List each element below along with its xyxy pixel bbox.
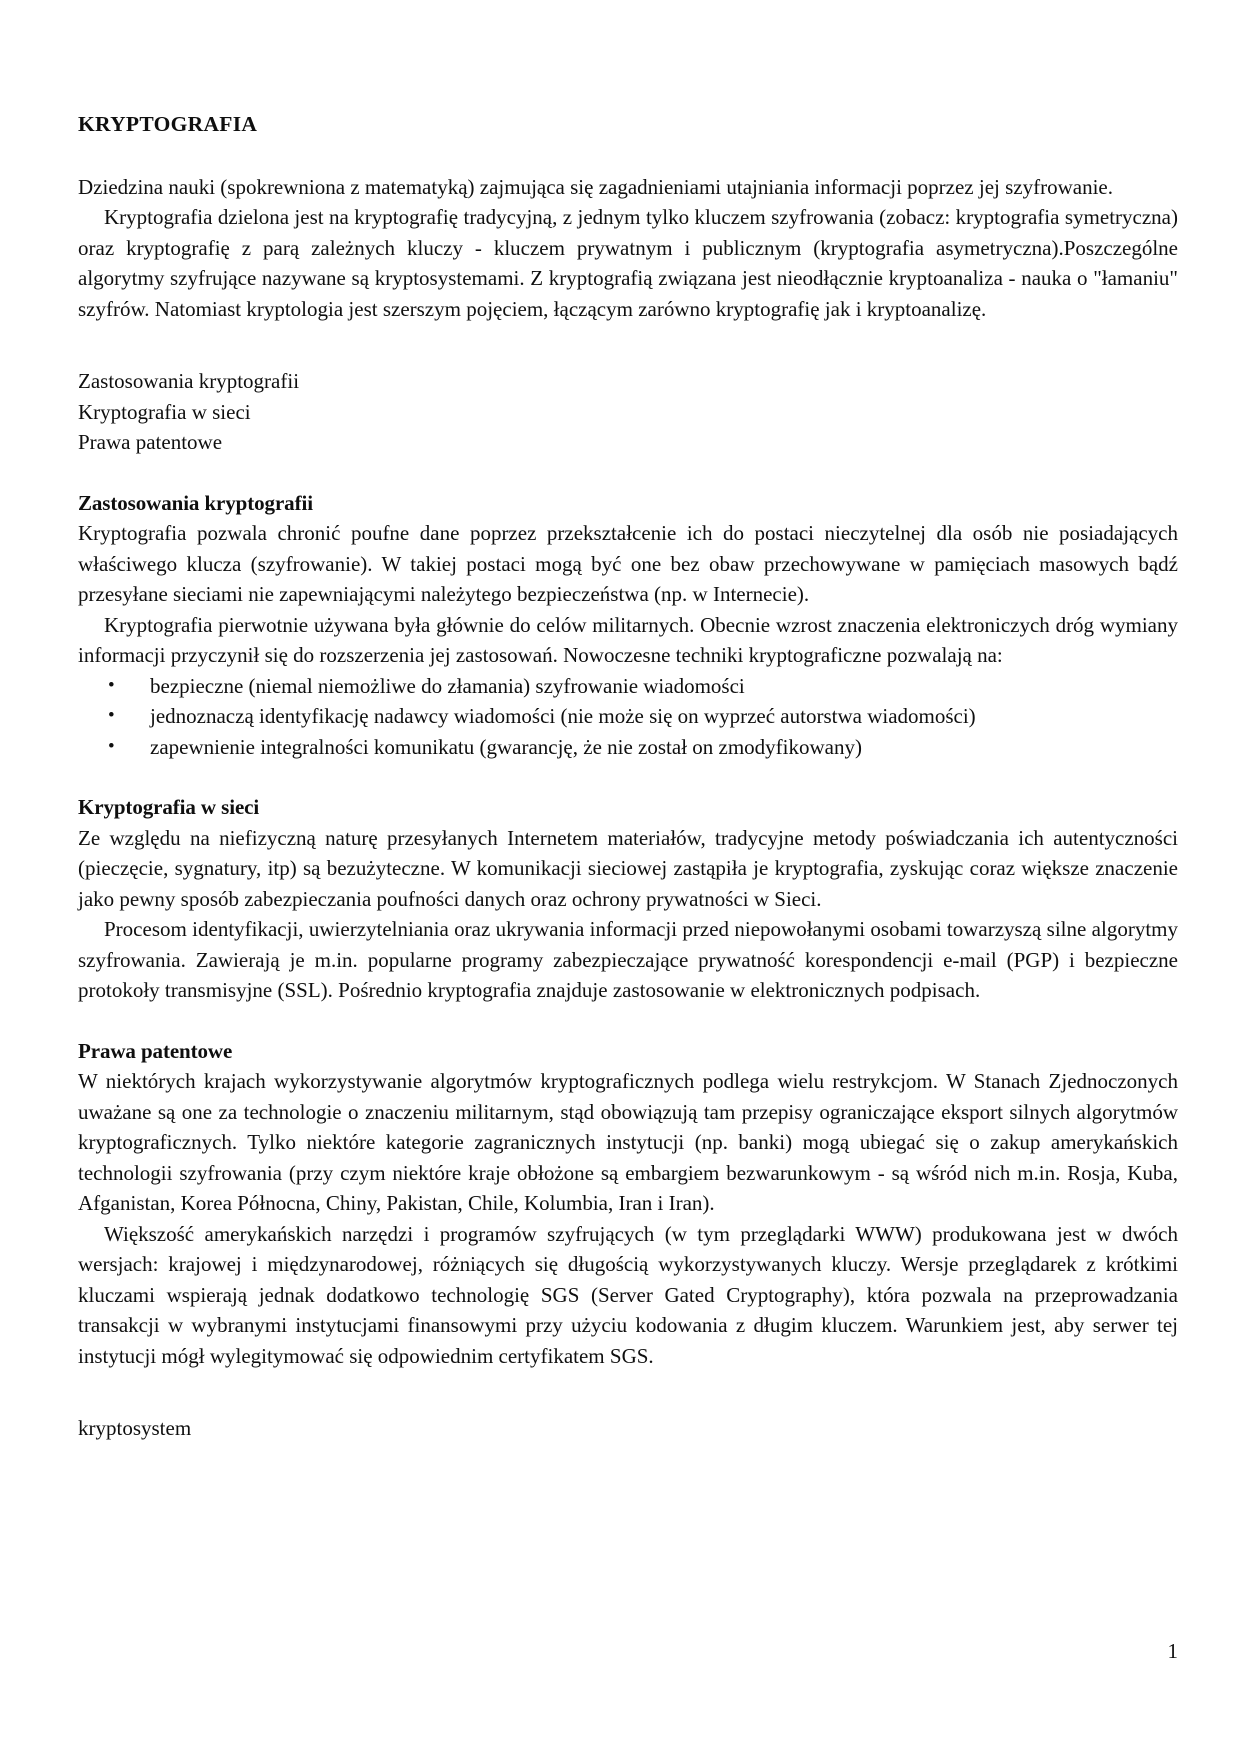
list-item — [78, 701, 1178, 732]
table-of-contents — [78, 366, 1178, 458]
zastosowania-paragraph-2: Kryptografia pierwotnie używana była głównie do celów militarnych. Obecnie wzrost znaczenia elektroniczych dróg wymiany informacji przyczynił się do rozszerzenia jej zastosowań. Nowoczesne techniki kryptograficzne pozwalają na: — [78, 612, 1178, 668]
bullet-icon: • — [108, 705, 115, 727]
page-number: 1 — [1167, 1639, 1178, 1663]
capabilities-list — [78, 671, 1178, 763]
toc-item-kryptografia-w-sieci: Kryptografia w sieci — [78, 399, 251, 424]
section-heading-zastosowania: Zastosowania kryptografii — [78, 490, 313, 515]
section-heading-kryptografia-w-sieci: Kryptografia w sieci — [78, 795, 260, 820]
bullet-icon: • — [108, 674, 115, 696]
document-body — [78, 112, 1178, 1444]
bullet-icon: • — [108, 735, 115, 757]
page-title: KRYPTOGRAFIA — [78, 112, 258, 136]
spacer — [78, 324, 1178, 366]
section-heading-prawa-patentowe: Prawa patentowe — [78, 1038, 233, 1063]
intro-paragraph-1: Dziedzina nauki (spokrewniona z matematyką) zajmująca się zagadnieniami utajniania informacji poprzez jej szyfrowanie. — [78, 174, 1113, 199]
intro-paragraph-2: Kryptografia dzielona jest na kryptografię tradycyjną, z jednym tylko kluczem szyfrowania (zobacz: kryptografia symetryczna) oraz kryptografię z parą zależnych kluczy - kluczem prywatnym i publicznym (kryptografia asymetryczna).Poszczególne algorytmy szyfrujące nazywane są kryptosystemami. Z kryptografią związana jest nieodłącznie kryptoanaliza - nauka o "łamaniu" szyfrów. Natomiast kryptologia jest szerszym pojęciem, łączącym zarówno kryptografię jak i kryptoanalizę. — [78, 205, 1178, 321]
trailing-keyword: kryptosystem — [78, 1416, 192, 1441]
sieci-paragraph-2: Procesom identyfikacji, uwierzytelniania oraz ukrywania informacji przed niepowołanymi osobami towarzyszą silne algorytmy szyfrowania. Zawierają je m.in. popularne programy zabezpieczające prywatność korespondencji e-mail (PGP) i bezpieczne protokoły transmisyjne (SSL). Pośrednio kryptografia znajduje zastosowanie w elektronicznych podpisach. — [78, 917, 1178, 1003]
spacer — [78, 1371, 1178, 1413]
prawa-paragraph-1: W niektórych krajach wykorzystywanie algorytmów kryptograficznych podlega wielu restrykcjom. W Stanach Zjednoczonych uważane są one za technologie o znaczeniu militarnym, stąd obowiązują tam przepisy ograniczające eksport silnych algorytmów kryptograficznych. Tylko niektóre kategorie zagranicznych instytucji (np. banki) mogą ubiegać się o zakup amerykańskich technologii szyfrowania (przy czym niektóre kraje obłożone są embargiem bezwarunkowym - są wśród nich m.in. Rosja, Kuba, Afganistan, Korea Północna, Chiny, Pakistan, Chile, Kolumbia, Iran i Iran). — [78, 1069, 1178, 1216]
list-item — [78, 732, 1178, 763]
prawa-paragraph-2: Większość amerykańskich narzędzi i programów szyfrujących (w tym przeglądarki WWW) produkowana jest w dwóch wersjach: krajowej i międzynarodowej, różniących się długością wykorzystywanych kluczy. Wersje przeglądarek z krótkimi kluczami wspierają jednak dodatkowo technologię SGS (Server Gated Cryptography), która pozwala na przeprowadzania transakcji w wybranymi instytucjami finansowymi przy użyciu kodowania z długim kluczem. Warunkiem jest, aby serwer tej instytucji mógł wylegitymować się odpowiednim certyfikatem SGS. — [78, 1221, 1178, 1368]
zastosowania-paragraph-1: Kryptografia pozwala chronić poufne dane poprzez przekształcenie ich do postaci nieczytelnej dla osób nie posiadających właściwego klucza (szyfrowanie). W takiej postaci mogą być one bez obaw przechowywane w pamięciach masowych bądź przesyłane sieciami nie zapewniającymi należytego bezpieczeństwa (np. w Internecie). — [78, 521, 1178, 607]
spacer — [78, 762, 1178, 792]
spacer — [78, 458, 1178, 488]
toc-item-prawa-patentowe: Prawa patentowe — [78, 430, 223, 455]
sieci-paragraph-1: Ze względu na niefizyczną naturę przesyłanych Internetem materiałów, tradycyjne metody poświadczania ich autentyczności (pieczęcie, sygnatury, itp) są bezużyteczne. W komunikacji sieciowej zastąpiła je kryptografia, zyskując coraz większe znaczenie jako pewny sposób zabezpieczania poufności danych oraz ochrony prywatności w Sieci. — [78, 825, 1178, 911]
toc-item-zastosowania: Zastosowania kryptografii — [78, 369, 300, 394]
spacer — [78, 1006, 1178, 1036]
list-item-label: jednoznaczą identyfikację nadawcy wiadomości (nie może się on wyprzeć autorstwa wiadomości) — [150, 704, 976, 729]
list-item-label: bezpieczne (niemal niemożliwe do złamania) szyfrowanie wiadomości — [150, 673, 745, 698]
list-item — [78, 671, 1178, 702]
list-item-label: zapewnienie integralności komunikatu (gwarancję, że nie został on zmodyfikowany) — [150, 734, 862, 759]
